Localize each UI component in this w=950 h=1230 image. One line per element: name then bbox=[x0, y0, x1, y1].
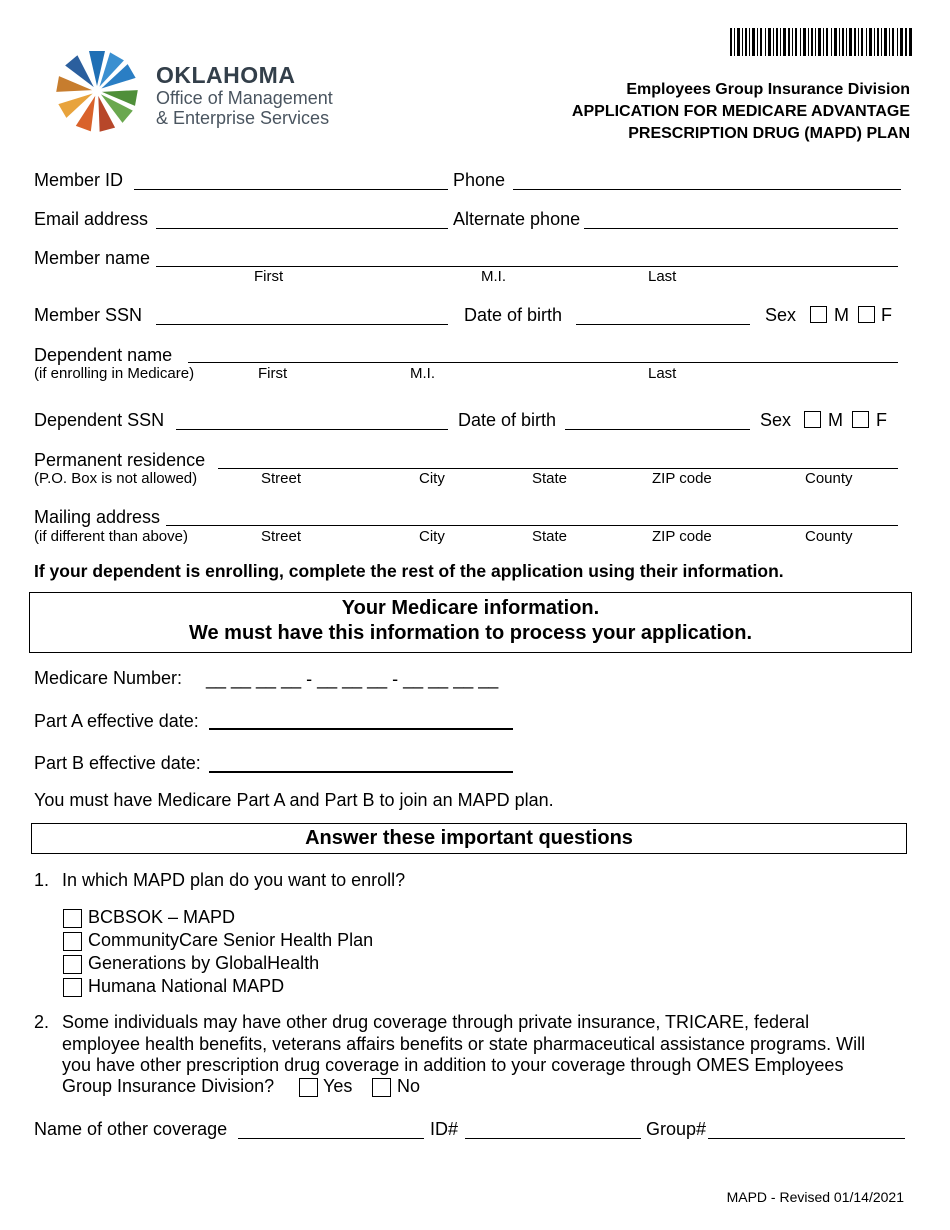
member-name-mi: M.I. bbox=[481, 268, 506, 285]
po-box-note: (P.O. Box is not allowed) bbox=[34, 470, 198, 487]
omes-logo-icon bbox=[52, 46, 142, 136]
mail-city: City bbox=[419, 528, 445, 545]
permanent-residence-label: Permanent residence bbox=[34, 450, 206, 470]
other-coverage-yes-checkbox[interactable] bbox=[299, 1078, 318, 1097]
plan-communitycare-checkbox[interactable] bbox=[63, 932, 82, 951]
dependent-ssn-label: Dependent SSN bbox=[34, 410, 165, 430]
plan-bcbsok-checkbox[interactable] bbox=[63, 909, 82, 928]
barcode bbox=[730, 28, 912, 56]
member-ssn-field[interactable] bbox=[156, 324, 448, 325]
q2-line-2: employee health benefits, veterans affairs benefits or state pharmaceutical assistance programs. Will bbox=[62, 1034, 866, 1054]
medicare-number-label: Medicare Number: bbox=[34, 668, 183, 688]
member-id-field[interactable] bbox=[134, 189, 448, 190]
dependent-name-mi: M.I. bbox=[410, 365, 435, 382]
other-coverage-name-label: Name of other coverage bbox=[34, 1119, 228, 1139]
plan-globalhealth-label: Generations by GlobalHealth bbox=[88, 953, 320, 973]
header-division: Employees Group Insurance Division bbox=[626, 81, 910, 98]
email-field[interactable] bbox=[156, 228, 448, 229]
q1-text: In which MAPD plan do you want to enroll? bbox=[62, 870, 406, 890]
member-sex-label: Sex bbox=[765, 305, 797, 325]
questions-header: Answer these important questions bbox=[305, 827, 633, 849]
dependent-notice: If your dependent is enrolling, complete the rest of the application using their information. bbox=[34, 561, 784, 581]
part-a-label: Part A effective date: bbox=[34, 711, 199, 731]
q2-number: 2. bbox=[34, 1012, 50, 1032]
plan-globalhealth-checkbox[interactable] bbox=[63, 955, 82, 974]
dependent-dob-label: Date of birth bbox=[458, 410, 557, 430]
mail-county: County bbox=[805, 528, 853, 545]
member-sex-m-checkbox[interactable] bbox=[810, 306, 827, 323]
other-coverage-no-label: No bbox=[397, 1076, 421, 1096]
q2-line-4: Group Insurance Division? bbox=[62, 1076, 275, 1096]
alt-phone-label: Alternate phone bbox=[453, 209, 581, 229]
questions-header-box bbox=[31, 823, 907, 854]
q2-line-3: you have other prescription drug coverage in addition to your coverage through OMES Employees bbox=[62, 1055, 844, 1075]
dependent-sex-m-label: M bbox=[828, 410, 843, 430]
logo-oklahoma: OKLAHOMA bbox=[156, 62, 296, 88]
dependent-sex-f-label: F bbox=[876, 410, 887, 430]
dependent-note: (if enrolling in Medicare) bbox=[34, 365, 195, 382]
perm-street: Street bbox=[261, 470, 302, 487]
medicare-info-box bbox=[29, 592, 912, 653]
member-dob-field[interactable] bbox=[576, 324, 750, 325]
member-dob-label: Date of birth bbox=[464, 305, 563, 325]
dependent-dob-field[interactable] bbox=[565, 429, 750, 430]
perm-state: State bbox=[532, 470, 568, 487]
other-coverage-yes-label: Yes bbox=[323, 1076, 353, 1096]
q1-number: 1. bbox=[34, 870, 50, 890]
medicare-box-line1: Your Medicare information. bbox=[341, 597, 600, 619]
dependent-sex-m-checkbox[interactable] bbox=[804, 411, 821, 428]
plan-communitycare-label: CommunityCare Senior Health Plan bbox=[88, 930, 374, 950]
mailing-address-field[interactable] bbox=[166, 525, 898, 526]
member-name-last: Last bbox=[648, 268, 677, 285]
dependent-ssn-field[interactable] bbox=[176, 429, 448, 430]
other-coverage-group-label: Group# bbox=[646, 1119, 707, 1139]
dependent-name-first: First bbox=[258, 365, 288, 382]
member-id-label: Member ID bbox=[34, 170, 124, 190]
dependent-name-label: Dependent name bbox=[34, 345, 173, 365]
member-name-field[interactable] bbox=[156, 266, 898, 267]
part-a-field[interactable] bbox=[209, 728, 513, 730]
mail-street: Street bbox=[261, 528, 302, 545]
perm-city: City bbox=[419, 470, 445, 487]
mail-zip: ZIP code bbox=[652, 528, 712, 545]
email-label: Email address bbox=[34, 209, 149, 229]
header-title-1: APPLICATION FOR MEDICARE ADVANTAGE bbox=[571, 103, 910, 120]
plan-humana-checkbox[interactable] bbox=[63, 978, 82, 997]
permanent-residence-field[interactable] bbox=[218, 468, 898, 469]
part-b-field[interactable] bbox=[209, 771, 513, 773]
part-b-label: Part B effective date: bbox=[34, 753, 201, 773]
member-sex-f-label: F bbox=[881, 305, 892, 325]
other-coverage-name-field[interactable] bbox=[238, 1138, 424, 1139]
other-coverage-group-field[interactable] bbox=[708, 1138, 905, 1139]
plan-bcbsok-label: BCBSOK – MAPD bbox=[88, 907, 236, 927]
revision-footer: MAPD - Revised 01/14/2021 bbox=[726, 1189, 904, 1205]
q2-line-1: Some individuals may have other drug coverage through private insurance, TRICARE, federal bbox=[62, 1012, 810, 1032]
member-name-first: First bbox=[254, 268, 284, 285]
perm-zip: ZIP code bbox=[652, 470, 712, 487]
logo-office-line: Office of Management bbox=[156, 88, 333, 108]
logo-enterprise-line: & Enterprise Services bbox=[156, 108, 330, 128]
dependent-sex-label: Sex bbox=[760, 410, 792, 430]
dependent-name-last: Last bbox=[648, 365, 677, 382]
dependent-name-field[interactable] bbox=[188, 362, 898, 363]
phone-label: Phone bbox=[453, 170, 506, 190]
header-title-2: PRESCRIPTION DRUG (MAPD) PLAN bbox=[628, 125, 910, 142]
other-coverage-id-field[interactable] bbox=[465, 1138, 641, 1139]
other-coverage-id-label: ID# bbox=[430, 1119, 459, 1139]
medicare-requirement: You must have Medicare Part A and Part B to join an MAPD plan. bbox=[34, 790, 554, 810]
member-sex-m-label: M bbox=[834, 305, 849, 325]
phone-field[interactable] bbox=[513, 189, 901, 190]
member-name-label: Member name bbox=[34, 248, 151, 268]
mail-state: State bbox=[532, 528, 568, 545]
medicare-number-field[interactable]: __ __ __ __ - __ __ __ - __ __ __ __ bbox=[206, 669, 499, 689]
dependent-sex-f-checkbox[interactable] bbox=[852, 411, 869, 428]
perm-county: County bbox=[805, 470, 853, 487]
alt-phone-field[interactable] bbox=[584, 228, 898, 229]
member-ssn-label: Member SSN bbox=[34, 305, 143, 325]
other-coverage-no-checkbox[interactable] bbox=[372, 1078, 391, 1097]
plan-humana-label: Humana National MAPD bbox=[88, 976, 285, 996]
header-block bbox=[572, 79, 910, 145]
member-sex-f-checkbox[interactable] bbox=[858, 306, 875, 323]
mailing-note: (if different than above) bbox=[34, 528, 188, 545]
medicare-box-line2: We must have this information to process your application. bbox=[188, 622, 753, 644]
mailing-address-label: Mailing address bbox=[34, 507, 161, 527]
